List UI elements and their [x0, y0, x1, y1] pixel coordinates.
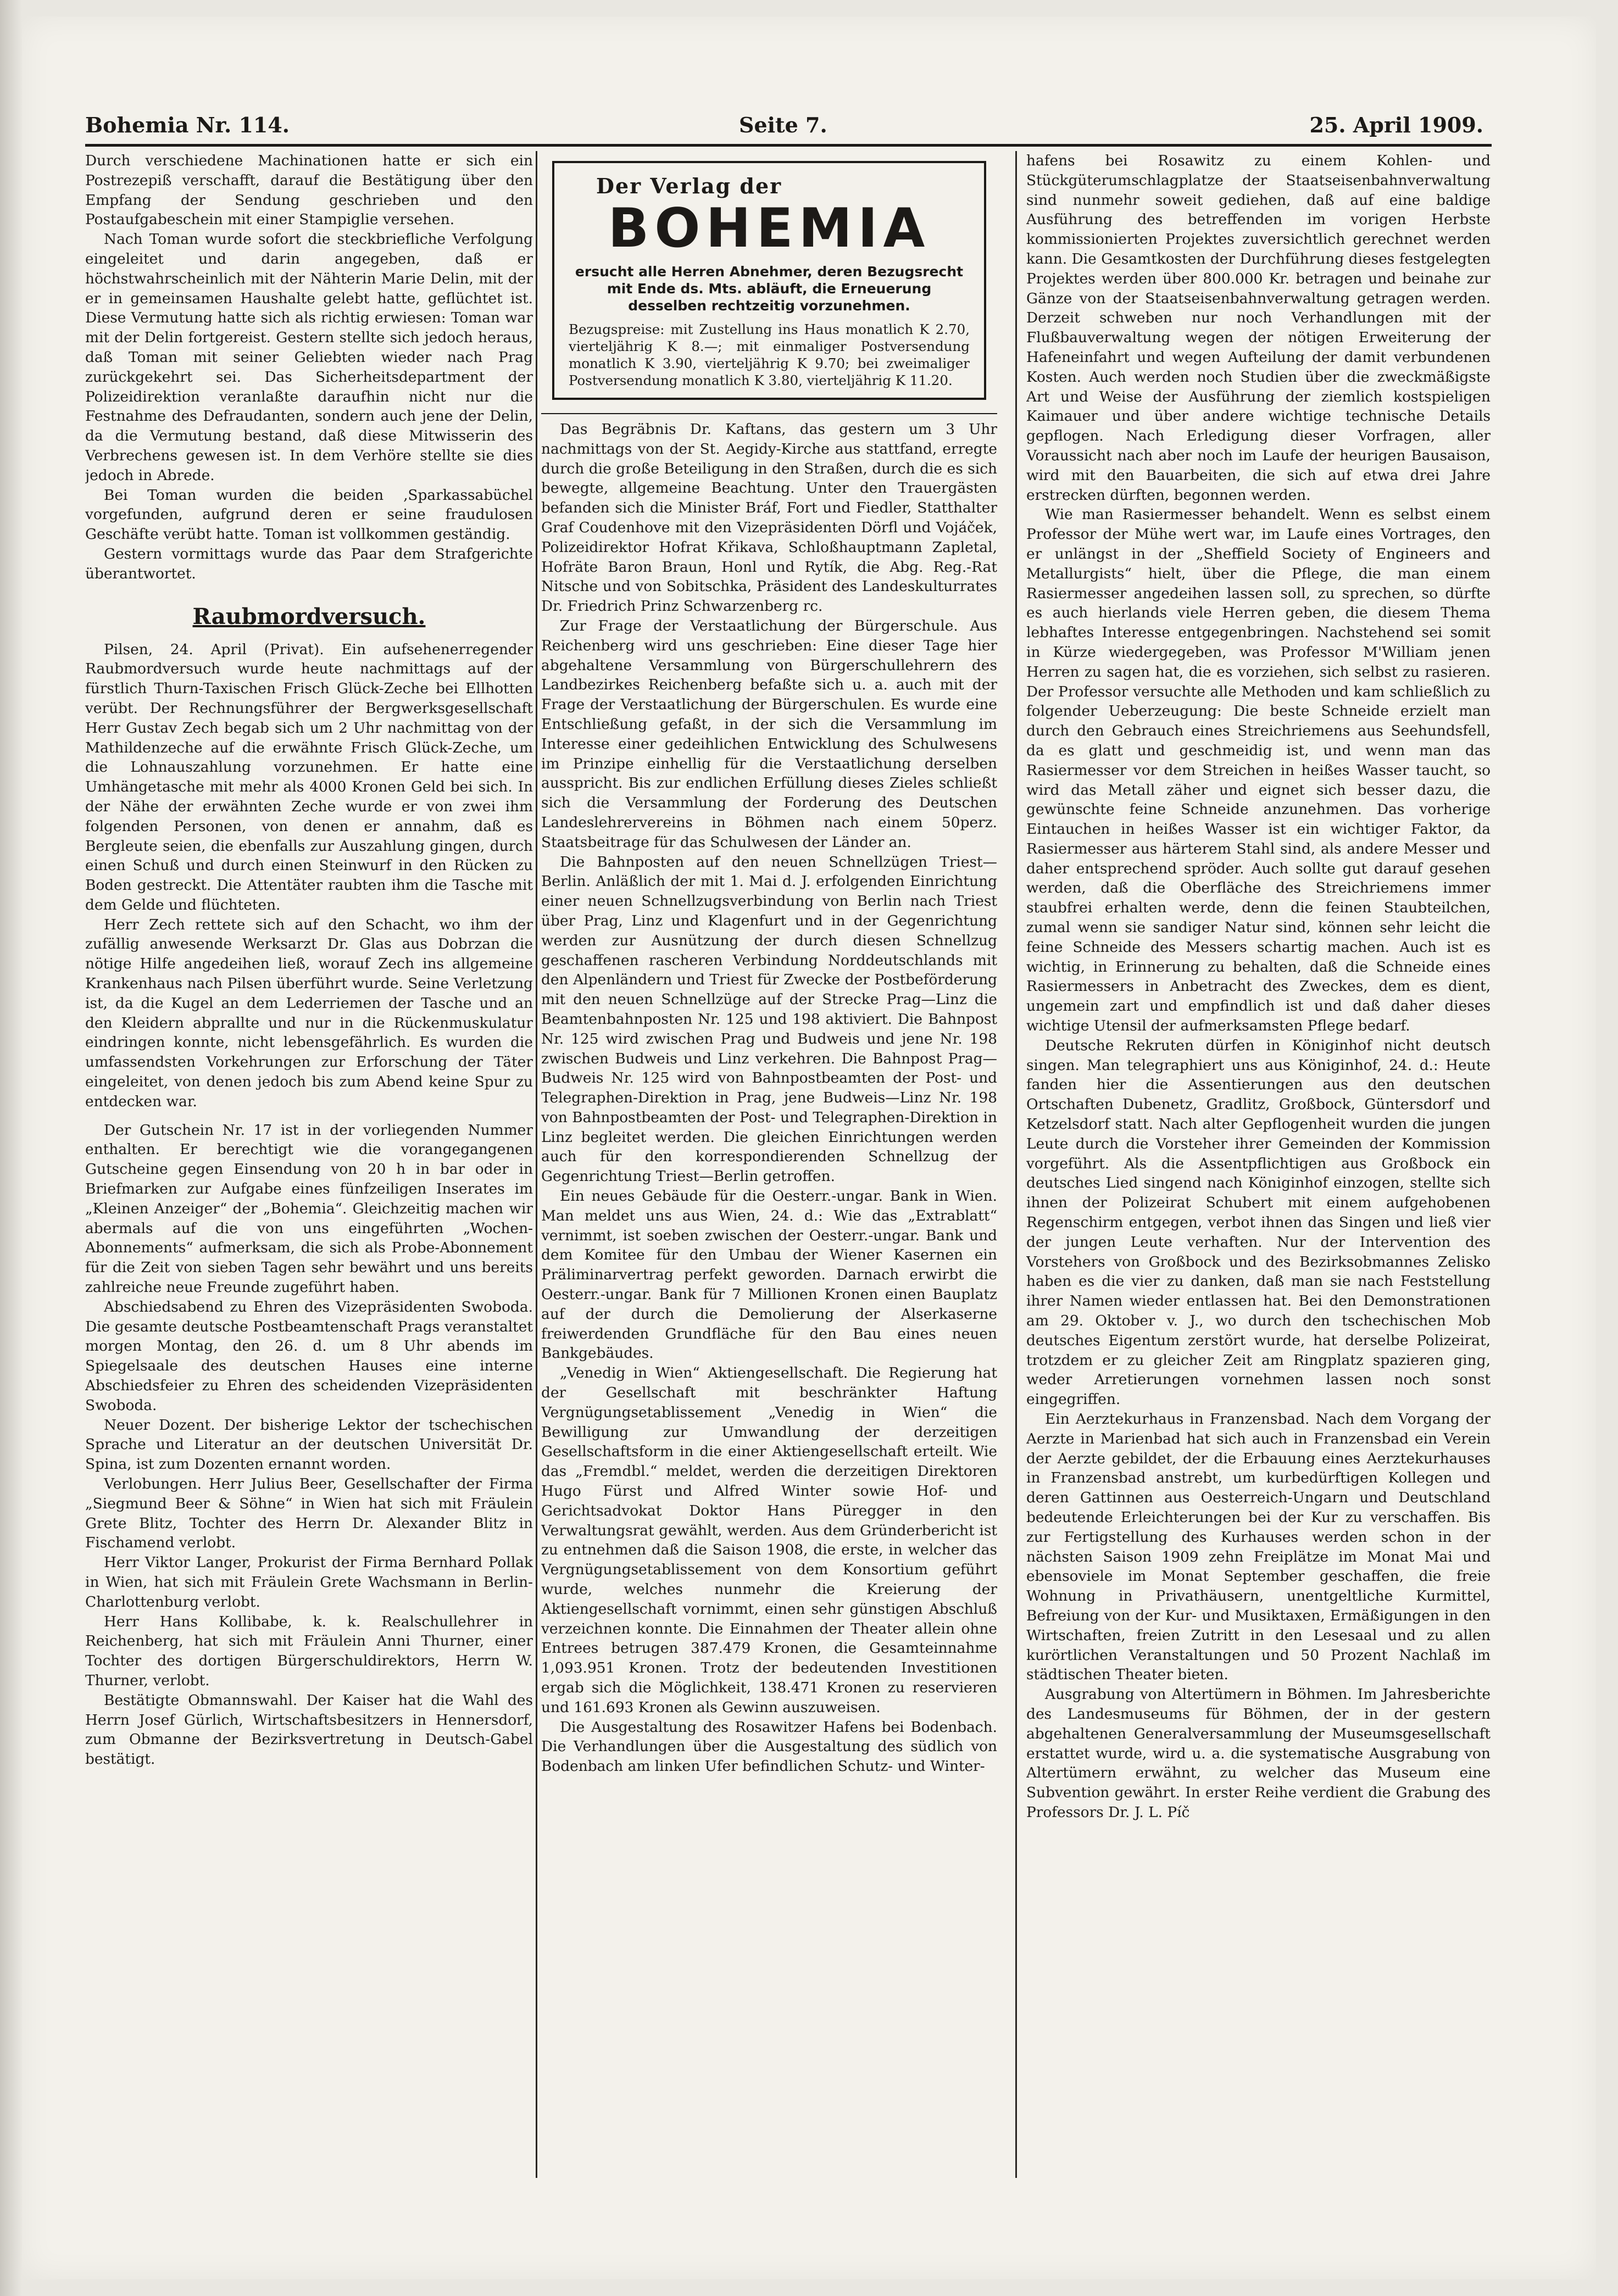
- article-paragraph: Verlobungen. Herr Julius Beer, Gesellschafter der Firma „Siegmund Beer & Söhne“ in Wien hat sich mit Fräulein Grete Blitz, Tochter des Herrn Dr. Alexander Blitz in Fischamend verlobt.: [85, 1475, 533, 1552]
- section-divider: [541, 413, 997, 414]
- page-number: Seite 7.: [739, 113, 827, 137]
- page-header: [85, 113, 1483, 146]
- article-paragraph: Bei Toman wurden die beiden ‚Sparkassabüchel vorgefunden, aufgrund deren er seine fraudulosen Geschäfte verübt hatte. Toman ist vollkommen geständig.: [85, 486, 533, 543]
- article-paragraph: Deutsche Rekruten dürfen in Königinhof nicht deutsch singen. Man telegraphiert uns aus Königinhof, 24. d.: Heute fanden hier die Assentierungen aus den deutschen Ortschaften Dubenetz, Gradlitz, Großbock, Güntersdorf und Ketzelsdorf statt. Nach alter Gepflogenheit wurden die jungen Leute durch die Vorsteher ihrer Gemeinden der Kommission vorgeführt. Als die Assentpflichtigen aus Großbock ein deutsches Lied singend nach Königinhof einzogen, stellte sich ihnen der Polizeirat Schubert mit einem aufgehobenen Regenschirm entgegen, verbot ihnen das Singen und ließ vier der jungen Leute verhaften. Nur der Intervention des Vorstehers von Großbock und des Bezirksobmannes Zelisko haben es die vier zu danken, daß man sie nach Feststellung ihrer Namen wieder entlassen hat. Bei den Demonstrationen am 29. Oktober v. J., wo durch den tschechischen Mob deutsches Eigentum zerstört wurde, hat derselbe Polizeirat, trotzdem er zu gleicher Zeit am Ringplatz spazieren ging, weder Arretierungen vornehmen lassen noch sonst eingegriffen.: [1026, 1036, 1491, 1408]
- article-paragraph: Abschiedsabend zu Ehren des Vizepräsidenten Swoboda. Die gesamte deutsche Postbeamtenschaft Prags veranstaltet morgen Montag, den 26. d. um 8 Uhr abends im Spiegelsaale des deutschen Hauses eine interne Abschiedsfeier zu Ehren des scheidenden Vizepräsidenten Swoboda.: [85, 1298, 533, 1414]
- article-paragraph: Die Bahnposten auf den neuen Schnellzügen Triest—Berlin. Anläßlich der mit 1. Mai d. J. erfolgenden Einrichtung einer neuen Schnellzugsverbindung von Berlin nach Triest über Prag, Linz und Klagenfurt und in der Gegenrichtung werden zur Ausnützung der durch diesen Schnellzug geschaffenen rascheren Verbindung Norddeutschlands mit den Alpenländern und Triest für Zwecke der Postbeförderung mit den neuen Schnellzüge auf der Strecke Prag—Linz die Beamtenbahnposten Nr. 125 und 198 aktiviert. Die Bahnpost Nr. 125 wird zwischen Prag und Budweis und jene Nr. 198 zwischen Budweis und Linz verkehren. Die Bahnpost Prag—Budweis Nr. 125 wird von Bahnpostbeamten der Post- und Telegraphen-Direktion in Prag, jene Budweis—Linz Nr. 198 von Bahnpostbeamten der Post- und Telegraphen-Direktion in Linz begleitet werden. Die gleichen Einrichtungen werden auch für den korrespondierenden Schnellzug der Gegenrichtung Triest—Berlin getroffen.: [541, 853, 997, 1185]
- article-paragraph: Das Begräbnis Dr. Kaftans, das gestern um 3 Uhr nachmittags von der St. Aegidy-Kirche aus stattfand, erregte durch die große Beteiligung in den Straßen, durch die es sich bewegte, allgemeine Beachtung. Unter den Trauergästen befanden sich die Minister Bráf, Fort und Fiedler, Statthalter Graf Coudenhove mit den Vizepräsidenten Dörfl und Vojáček, Polizeidirektor Hofrat Křikava, Schloßhauptmann Zapletal, Hofräte Baron Braun, Honl und Rytík, die Abg. Reg.-Rat Nitsche und von Sobitschka, Präsident des Landeskulturrates Dr. Friedrich Prinz Schwarzenberg rc.: [541, 421, 997, 615]
- column-divider: [1015, 151, 1017, 2178]
- issue-date: 25. April 1909.: [1309, 113, 1483, 137]
- article-paragraph: Ein Aerztekurhaus in Franzensbad. Nach dem Vorgang der Aerzte in Marienbad hat sich auch in Franzensbad ein Verein der Aerzte gebildet, der die Erbauung eines Aerztekurhauses in Franzensbad anstrebt, um kurbedürftigen Kollegen und deren Gattinnen aus Oesterreich-Ungarn und Deutschland bedeutende Erleichterungen bei der Kur zu verschaffen. Bis zur Fertigstellung des Kurhauses werden schon in der nächsten Saison 1909 zehn Freiplätze im Monat Mai und ebensoviele im Monat September geschaffen, die freie Wohnung in Privathäusern, unentgeltliche Kurmittel, Befreiung von der Kur- und Musiktaxen, Ermäßigungen in den Wirtschaften, freien Zutritt in den Lesesaal und zu allen kurörtlichen Veranstaltungen und 50 Prozent Nachlaß im städtischen Theater bieten.: [1026, 1411, 1491, 1684]
- masthead-issue: Bohemia Nr. 114.: [85, 113, 290, 137]
- article-paragraph: Wie man Rasiermesser behandelt. Wenn es selbst einem Professor der Mühe wert war, im Laufe eines Vortrages, den er unlängst in der „Sheffield Society of Engineers and Metallurgists“ hielt, über die Pflege, die man einem Rasiermesser angedeihen lassen soll, zu sprechen, so dürfte es auch hierlands viele Herren geben, die diesem Thema lebhaftes Interesse entgegenbringen. Nachstehend sei somit in Kürze wiedergegeben, was Professor M'William jenen Herren zu sagen hat, die es vorziehen, sich selbst zu rasieren. Der Professor versuchte alle Methoden und kam schließlich zu folgender Ueberzeugung: Die beste Schneide erzielt man durch den Gebrauch eines Streichriemens aus Seehundsfell, da es glatt und geschmeidig ist, und wenn man das Rasiermesser vor dem Streichen in heißes Wasser taucht, so wird das Metall zäher und eignet sich besser dazu, die gewünschte feine Schneide anzunehmen. Das vorherige Eintauchen in heißes Wasser ist ein wichtiger Faktor, da Rasiermesser aus härterem Stahl sind, als andere Messer und daher entsprechend spröder. Auch sollte gut darauf gesehen werden, daß die Oberfläche des Streichriemens immer staubfrei erhalten werde, denn die feinen Staubteilchen, zumal wenn sie sandiger Natur sind, können sehr leicht die feine Schneide des Messers schartig machen. Auch ist es wichtig, in Erinnerung zu behalten, daß die Schneide eines Rasiermessers in Anbetracht des Zweckes, dem es dient, ungemein zart und empfindlich ist und daß daher dieses wichtige Utensil der aufmerksamsten Pflege bedarf.: [1026, 506, 1491, 1035]
- scan-edge: [0, 0, 22, 2296]
- subscription-advertisement: [552, 161, 986, 400]
- article-paragraph: Ein neues Gebäude für die Oesterr.-ungar. Bank in Wien. Man meldet uns aus Wien, 24. d.: Wie das „Extrablatt“ vernimmt, ist soeben zwischen der Oesterr.-ungar. Bank und dem Komitee für den Umbau der Wiener Kasernen ein Präliminarvertrag perfekt geworden. Darnach erwirbt die Oesterr.-ungar. Bank für 7 Millionen Kronen einen Bauplatz auf der durch die Demolierung der Alserkaserne freiwerdenden Grundfläche für den Bau eines neuen Bankgebäudes.: [541, 1188, 997, 1362]
- column-3: [1026, 151, 1491, 2194]
- article-paragraph: Gestern vormittags wurde das Paar dem Strafgerichte überantwortet.: [85, 545, 533, 582]
- column-2: [541, 151, 997, 2194]
- article-headline: Raubmordversuch.: [192, 603, 426, 629]
- article-paragraph: hafens bei Rosawitz zu einem Kohlen- und Stückgüterumschlagplatze der Staatseisenbahnverwaltung sind nunmehr soweit gediehen, daß auf eine baldige Ausführung des betreffenden im vorigen Herbste kommissionierten Projektes zuversichtlich gerechnet werden kann. Die Gesamtkosten der Durchführung dieses festgelegten Projektes werden über 800.000 Kr. betragen und beinahe zur Gänze von der Staatseisenbahnverwaltung getragen werden. Derzeit schweben nur noch Verhandlungen mit der Flußbauverwaltung wegen der nötigen Erweiterung der Hafeneinfahrt und wegen Aufteilung der damit verbundenen Kosten. Auch werden noch Studien über die zweckmäßigste Art und Weise der Ausführung der ziemlich kostspieligen Kaimauer und über andere wichtige technische Details gepflogen. Nach Erledigung dieser Vorfragen, aller Voraussicht nach aber noch im Laufe der heurigen Bausaison, wird mit den Bauarbeiten, die sich auf etwa drei Jahre erstrecken dürften, begonnen werden.: [1026, 152, 1491, 504]
- article-paragraph: Herr Viktor Langer, Prokurist der Firma Bernhard Pollak in Wien, hat sich mit Fräulein Grete Wachsmann in Berlin-Charlottenburg verlobt.: [85, 1554, 533, 1610]
- article-paragraph: Pilsen, 24. April (Privat). Ein aufsehenerregender Raubmordversuch wurde heute nachmittags auf der fürstlich Thurn-Taxischen Frisch Glück-Zeche bei Ellhotten verübt. Der Rechnungsführer der Bergwerksgesellschaft Herr Gustav Zech begab sich um 2 Uhr nachmittag von der Mathildenzeche auf die erwähnte Frisch Glück-Zeche, um die Lohnauszahlung vorzunehmen. Er hatte eine Umhängetasche mit mehr als 4000 Kronen Geld bei sich. In der Nähe der erwähnten Zeche wurde er von zwei ihm folgenden Personen, von denen er annahm, daß es Bergleute seien, die ebenfalls zur Auszahlung gingen, durch einen Schuß und durch einen Steinwurf in den Rücken zu Boden gestreckt. Die Attentäter raubten ihm die Tasche mit dem Gelde und flüchteten.: [85, 640, 533, 913]
- article-paragraph: Ausgrabung von Altertümern in Böhmen. Im Jahresberichte des Landesmuseums für Böhmen, der in der gestern abgehaltenen Generalversammlung der Museumsgesellschaft erstattet wurde, wird u. a. die systematische Ausgrabung von Altertümern erwähnt, zu welcher das Museum eine Subvention gewährt. In erster Reihe verdient die Grabung des Professors Dr. J. L. Píč: [1026, 1686, 1491, 1821]
- article-paragraph: Zur Frage der Verstaatlichung der Bürgerschule. Aus Reichenberg wird uns geschrieben: Eine dieser Tage hier abgehaltene Versammlung von Bürgerschullehrern des Landbezirkes Reichenberg befaßte sich u. a. auch mit der Frage der Verstaatlichung der Bürgerschulen. Es wurde eine Entschließung gefaßt, in der sich die Versammlung im Interesse einer gedeihlichen Entwicklung des Schulwesens im Prinzipe einhellig für die Verstaatlichung derselben ausspricht. Bis zur endlichen Erfüllung dieses Zieles schließt sich die Versammlung der Forderung des Deutschen Landeslehrervereins in Böhmen nach einem 50perz. Staatsbeitrage für das Schulwesen der Länder an.: [541, 617, 997, 851]
- ad-title: BOHEMIA: [608, 197, 931, 260]
- article-paragraph: Der Gutschein Nr. 17 ist in der vorliegenden Nummer enthalten. Er berechtigt wie die vorangegangenen Gutscheine gegen Einsendung von 20 h in bar oder in Briefmarken zur Aufgabe eines fünfzeiligen Inserates im „Kleinen Anzeiger“ der „Bohemia“. Gleichzeitig machen wir abermals auf die von uns eingeführten „Wochen-Abonnements“ aufmerksam, die sich als Probe-Abonnement für die Zeit von sieben Tagen sehr bewährt und uns bereits zahlreiche neue Freunde zugeführt haben.: [85, 1121, 533, 1296]
- ad-publisher-line: Der Verlag der: [596, 174, 782, 198]
- article-paragraph: „Venedig in Wien“ Aktiengesellschaft. Die Regierung hat der Gesellschaft mit beschränkter Haftung Vergnügungsetablissement „Venedig in Wien“ die Bewilligung zur Umwandlung der derzeitigen Gesellschaftsform in die einer Aktiengesellschaft erteilt. Wie das „Fremdbl.“ meldet, werden die derzeitigen Direktoren Hugo Fürst und Alfred Winter sowie Hof- und Gerichtsadvokat Doktor Hans Püregger in den Verwaltungsrat gewählt, werden. Aus dem Gründerbericht ist zu entnehmen daß die Saison 1908, die erste, in welcher das Vergnügungsetablissement von dem Konsortium geführt wurde, welches nunmehr die Kreierung der Aktiengesellschaft vornimmt, einen sehr günstigen Abschluß verzeichnen konnte. Die Einnahmen der Theater allein ohne Entrees betrugen 387.479 Kronen, die Gesamteinnahme 1,093.951 Kronen. Trotz der bedeutenden Investitionen ergab sich die Möglichkeit, 138.471 Kronen zu reservieren und 161.693 Kronen als Gewinn auszuweisen.: [541, 1364, 997, 1716]
- article-paragraph: Herr Hans Kollibabe, k. k. Realschullehrer in Reichenberg, hat sich mit Fräulein Anni Thurner, einer Tochter des dortigen Bürgerschuldirektors, Herrn W. Thurner, verlobt.: [85, 1613, 533, 1689]
- article-paragraph: Nach Toman wurde sofort die steckbriefliche Verfolgung eingeleitet und darin angegeben, daß er höchstwahrscheinlich mit der Nähterin Marie Delin, mit der er in gemeinsamen Haushalte gelebt hatte, geflüchtet ist. Diese Vermutung hatte sich als richtig erwiesen: Toman war mit der Delin fortgereist. Gestern stellte sich jedoch heraus, daß Toman mit seiner Geliebten wieder nach Prag zurückgekehrt sei. Das Sicherheitsdepartment der Polizeidirektion veranlaßte daraufhin nicht nur die Festnahme des Defraudanten, sondern auch jene der Delin, da die Vermutung bestand, daß diese Mitwisserin des Verbrechens gewesen ist. In dem Verhöre stellte sie dies jedoch in Abrede.: [85, 231, 533, 484]
- article-paragraph: Herr Zech rettete sich auf den Schacht, wo ihm der zufällig anwesende Werksarzt Dr. Glas aus Dobrzan die nötige Hilfe angedeihen ließ, worauf Zech ins allgemeine Krankenhaus nach Pilsen überführt wurde. Seine Verletzung ist, da die Kugel an dem Lederriemen der Tasche und an den Kleidern abprallte und nur in die Rückenmuskulatur eindringen konnte, nicht lebensgefährlich. Es wurden die umfassendsten Vorkehrungen zur Erforschung der Täter eingeleitet, von denen jedoch bis zum Abend keine Spur zu entdecken war.: [85, 916, 533, 1110]
- ad-message: ersucht alle Herren Abnehmer, deren Bezugsrecht mit Ende ds. Mts. abläuft, die Erneuerung desselben rechtzeitig vorzunehmen.: [575, 264, 964, 314]
- header-rule: [85, 144, 1492, 147]
- column-divider: [536, 151, 537, 2178]
- article-paragraph: Bestätigte Obmannswahl. Der Kaiser hat die Wahl des Herrn Josef Gürlich, Wirtschaftsbesitzers in Hennersdorf, zum Obmanne der Bezirksvertretung in Deutsch-Gabel bestätigt.: [85, 1691, 533, 1768]
- ad-prices: Bezugspreise: mit Zustellung ins Haus monatlich K 2.70, vierteljährig K 8.—; mit einmaliger Postversendung monatlich K 3.90, vierteljährig K 9.70; bei zweimaliger Postversendung monatlich K 3.80, vierteljährig K 11.20.: [569, 321, 970, 388]
- article-paragraph: Durch verschiedene Machinationen hatte er sich ein Postrezepiß verschafft, darauf die Bestätigung über den Empfang der Sendung geschrieben und den Postaufgabeschein mit einer Stampiglie versehen.: [85, 152, 533, 229]
- article-paragraph: Die Ausgestaltung des Rosawitzer Hafens bei Bodenbach. Die Verhandlungen über die Ausgestaltung des südlich von Bodenbach am linken Ufer befindlichen Schutz- und Winter-: [541, 1718, 997, 1775]
- article-paragraph: Neuer Dozent. Der bisherige Lektor der tschechischen Sprache und Literatur an der deutschen Universität Dr. Spina, ist zum Dozenten ernannt worden.: [85, 1416, 533, 1473]
- column-1: [85, 151, 533, 2194]
